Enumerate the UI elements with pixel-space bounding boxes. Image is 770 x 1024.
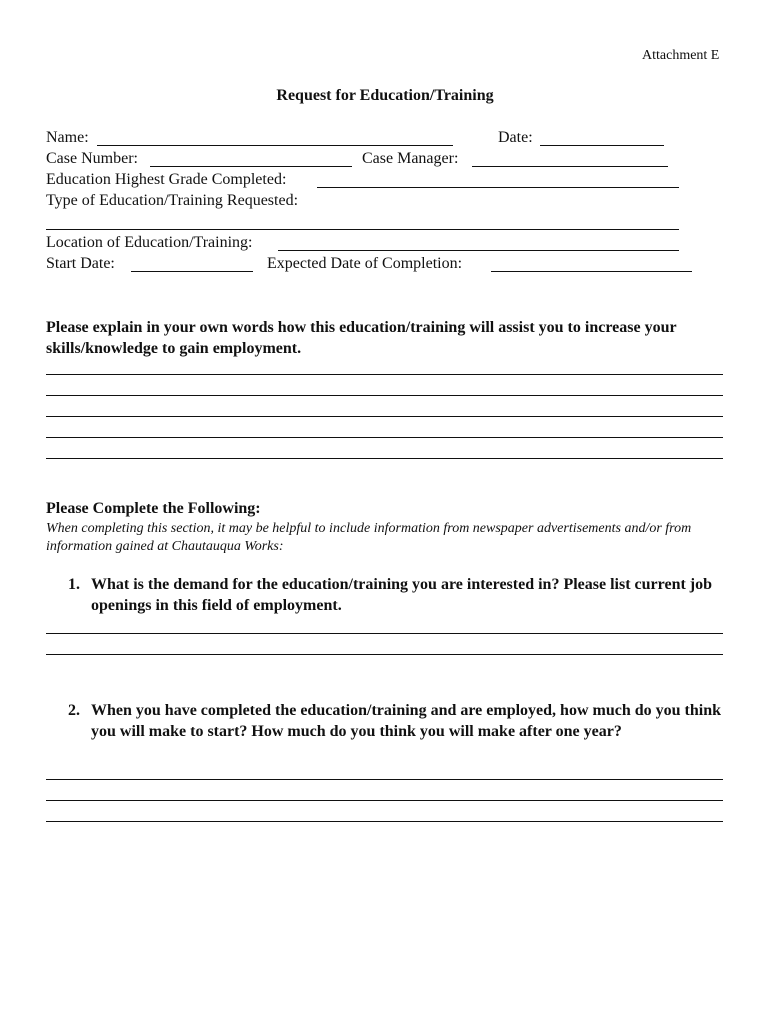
type-requested-label: Type of Education/Training Requested: <box>46 192 299 209</box>
start-date-field[interactable] <box>131 271 253 272</box>
case-manager-label: Case Manager: <box>362 150 459 167</box>
name-label: Name: <box>46 129 89 146</box>
question-2-answer-line[interactable] <box>46 821 723 822</box>
date-label: Date: <box>498 129 533 146</box>
question-1-answer-line[interactable] <box>46 633 723 634</box>
explain-answer-line[interactable] <box>46 374 723 375</box>
page-title: Request for Education/Training <box>276 87 494 104</box>
following-note: When completing this section, it may be helpful to include information from newspaper advertisements and/or from information gained at Chautauqua Works: <box>46 521 692 554</box>
case-number-field[interactable] <box>150 166 352 167</box>
type-requested-field[interactable] <box>46 229 679 230</box>
case-number-label: Case Number: <box>46 150 138 167</box>
explain-prompt: Please explain in your own words how this education/training will assist you to increase your skills/knowledge to gain employment. <box>46 319 677 357</box>
date-field[interactable] <box>540 145 664 146</box>
highest-grade-field[interactable] <box>317 187 679 188</box>
following-heading: Please Complete the Following: <box>46 500 261 517</box>
name-field[interactable] <box>97 145 453 146</box>
question-2-answer-line[interactable] <box>46 779 723 780</box>
explain-answer-line[interactable] <box>46 416 723 417</box>
question-2-text: When you have completed the education/training and are employed, how much do you think you will make to start? How much do you think you will make after one year? <box>91 702 721 740</box>
explain-answer-line[interactable] <box>46 395 723 396</box>
question-2-answer-line[interactable] <box>46 800 723 801</box>
attachment-label: Attachment E <box>642 48 720 63</box>
explain-answer-line[interactable] <box>46 437 723 438</box>
highest-grade-label: Education Highest Grade Completed: <box>46 171 287 188</box>
question-1-number: 1. <box>68 576 80 593</box>
completion-date-field[interactable] <box>491 271 692 272</box>
explain-answer-line[interactable] <box>46 458 723 459</box>
question-1-answer-line[interactable] <box>46 654 723 655</box>
question-2-number: 2. <box>68 702 80 719</box>
location-label: Location of Education/Training: <box>46 234 253 251</box>
location-field[interactable] <box>278 250 679 251</box>
completion-date-label: Expected Date of Completion: <box>267 255 463 272</box>
start-date-label: Start Date: <box>46 255 115 272</box>
case-manager-field[interactable] <box>472 166 668 167</box>
question-1-text: What is the demand for the education/training you are interested in? Please list current job openings in this field of employment. <box>91 576 713 614</box>
